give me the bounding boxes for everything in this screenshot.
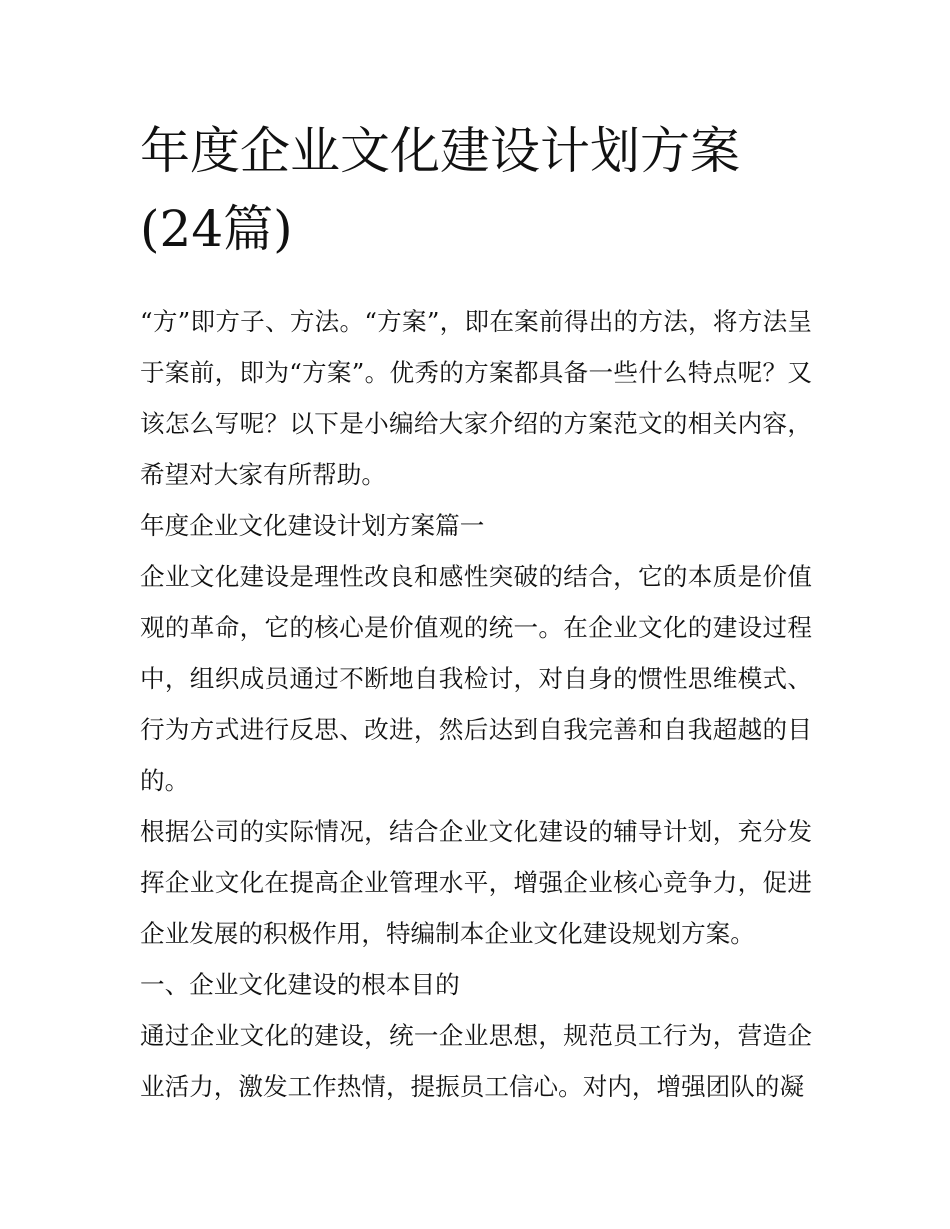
document-page (140, 112, 812, 1112)
subsection-heading: 一、企业文化建设的根本目的 (140, 970, 460, 999)
intro-paragraph: “方”即方子、方法。“方案”，即在案前得出的方法，将方法呈于案前，即为“方案”。优秀的方案都具备一些什么特点呢？又该怎么写呢？以下是小编给大家介绍的方案范文的相关内容，希望对大家有所帮助。 (140, 307, 812, 489)
section-heading-part-one: 年度企业文化建设计划方案篇一 (140, 511, 485, 540)
body-paragraph: 通过企业文化的建设，统一企业思想，规范员工行为，营造企业活力，激发工作热情，提振员工信心。对内，增强团队的凝 (140, 1021, 812, 1101)
body-paragraph: 企业文化建设是理性改良和感性突破的结合，它的本质是价值观的革命，它的核心是价值观的统一。在企业文化的建设过程中，组织成员通过不断地自我检讨，对自身的惯性思维模式、行为方式进行反思、改进，然后达到自我完善和自我超越的目的。 (140, 562, 812, 795)
document-title: 年度企业文化建设计划方案(24篇) (140, 122, 740, 258)
body-paragraph: 根据公司的实际情况，结合企业文化建设的辅导计划，充分发挥企业文化在提高企业管理水平，增强企业核心竞争力，促进企业发展的积极作用，特编制本企业文化建设规划方案。 (140, 817, 812, 948)
